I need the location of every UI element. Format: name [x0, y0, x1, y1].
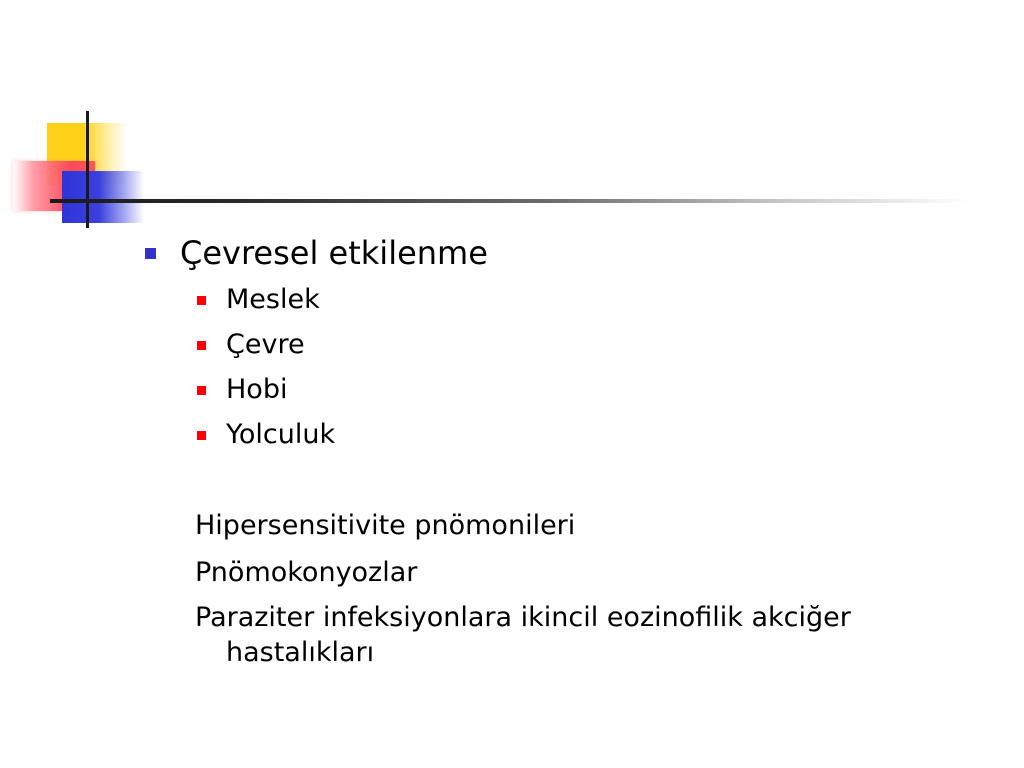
bullet-level2 [197, 283, 320, 317]
text-line: Paraziter infeksiyonlara ikincil eozinofilik akciğer [195, 602, 851, 633]
text-line-continuation: hastalıkları [226, 637, 375, 668]
square-bullet-icon [197, 296, 206, 305]
bullet-text: Çevre [226, 329, 305, 360]
square-bullet-icon [197, 386, 206, 395]
square-bullet-icon [197, 431, 206, 440]
bullet-level2 [197, 373, 287, 407]
bullet-text: Hobi [226, 374, 288, 405]
bullet-level2 [197, 418, 335, 452]
square-bullet-icon [145, 248, 156, 259]
bullet-text: Meslek [226, 284, 320, 315]
text-line: Hipersensitivite pnömonileri [195, 510, 576, 541]
text-line: Pnömokonyozlar [195, 557, 418, 588]
bullet-level1 [145, 233, 488, 273]
bullet-text: Yolculuk [226, 419, 336, 450]
bullet-text: Çevresel etkilenme [180, 234, 488, 272]
bullet-level2 [197, 328, 305, 362]
square-bullet-icon [197, 341, 206, 350]
